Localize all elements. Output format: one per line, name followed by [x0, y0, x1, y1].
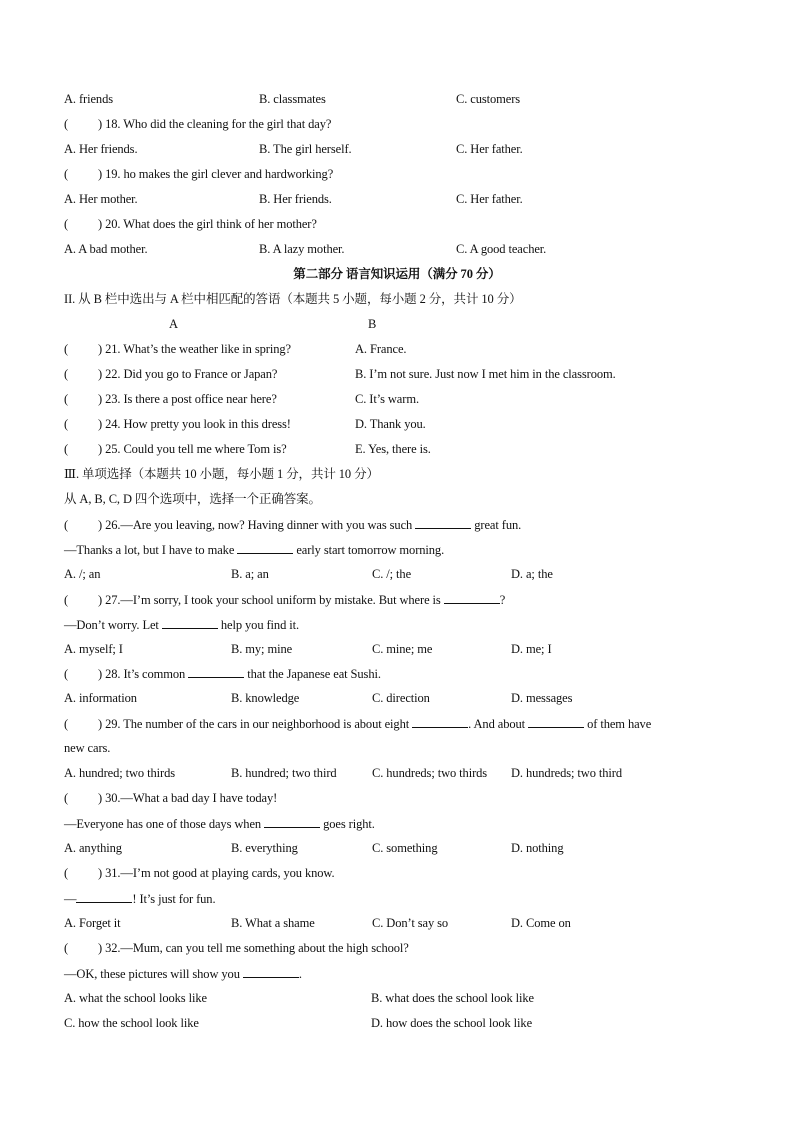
q30-option-a: A. anything	[64, 841, 122, 855]
q26-option-b: B. a; an	[231, 567, 269, 581]
match-option-b: B. I’m not sure. Just now I met him in the classroom.	[355, 367, 616, 381]
q29-line2: new cars.	[64, 741, 111, 755]
answer-blank[interactable]	[76, 890, 132, 903]
answer-blank[interactable]	[188, 665, 244, 678]
q27-stem: ( ) 27.—I’m sorry, I took your school uniform by mistake. But where is ?	[64, 593, 506, 607]
answer-blank[interactable]	[162, 616, 218, 629]
q20-option-b: B. A lazy mother.	[259, 242, 345, 256]
q27-line2: —Don’t worry. Let help you find it.	[64, 618, 300, 632]
q18-option-c: C. Her father.	[456, 142, 523, 156]
q26-option-d: D. a; the	[511, 567, 553, 581]
q18-stem: ( ) 18. Who did the cleaning for the girl that day?	[64, 117, 332, 131]
q32-line2: —OK, these pictures will show you .	[64, 967, 302, 981]
q27-option-b: B. my; mine	[231, 642, 293, 656]
q29-option-d: D. hundreds; two third	[511, 766, 622, 780]
q26-stem: ( ) 26.—Are you leaving, now? Having dinner with you was such great fun.	[64, 518, 522, 532]
q31-option-c: C. Don’t say so	[372, 916, 449, 930]
answer-blank[interactable]	[444, 591, 500, 604]
match-option-a: A. France.	[355, 342, 407, 356]
q26-line2: —Thanks a lot, but I have to make early start tomorrow morning.	[64, 543, 445, 557]
q17-option-c: C. customers	[456, 92, 521, 106]
q20-stem: ( ) 20. What does the girl think of her mother?	[64, 217, 317, 231]
q18-option-b: B. The girl herself.	[259, 142, 352, 156]
q32-stem: ( ) 32.—Mum, can you tell me something about the high school?	[64, 941, 409, 955]
q17-option-a: A. friends	[64, 92, 113, 106]
q18-option-a: A. Her friends.	[64, 142, 138, 156]
q19-stem: ( ) 19. ho makes the girl clever and hardworking?	[64, 167, 334, 181]
q29-option-c: C. hundreds; two thirds	[372, 766, 488, 780]
q27-option-c: C. mine; me	[372, 642, 433, 656]
q25-stem: ( ) 25. Could you tell me where Tom is?	[64, 442, 287, 456]
q28-option-c: C. direction	[372, 691, 430, 705]
q26-option-a: A. /; an	[64, 567, 101, 581]
column-a-label: A	[169, 317, 178, 331]
q31-option-d: D. Come on	[511, 916, 571, 930]
answer-blank[interactable]	[415, 516, 471, 529]
section2-heading: II. 从 B 栏中选出与 A 栏中相匹配的答语（本题共 5 小题，每小题 2 分，共计 10 分）	[64, 292, 522, 306]
column-b-label: B	[368, 317, 377, 331]
q24-stem: ( ) 24. How pretty you look in this dress!	[64, 417, 291, 431]
answer-blank[interactable]	[528, 715, 584, 728]
q30-option-d: D. nothing	[511, 841, 564, 855]
q30-line2: —Everyone has one of those days when goes right.	[64, 817, 375, 831]
q29-stem: ( ) 29. The number of the cars in our neighborhood is about eight . And about of them have	[64, 717, 652, 731]
answer-blank[interactable]	[264, 815, 320, 828]
q28-option-d: D. messages	[511, 691, 573, 705]
q31-stem: ( ) 31.—I’m not good at playing cards, you know.	[64, 866, 335, 880]
q22-stem: ( ) 22. Did you go to France or Japan?	[64, 367, 278, 381]
q26-option-c: C. /; the	[372, 567, 412, 581]
q28-stem: ( ) 28. It’s common that the Japanese eat Sushi.	[64, 667, 381, 681]
q30-option-b: B. everything	[231, 841, 298, 855]
answer-blank[interactable]	[243, 965, 299, 978]
match-option-c: C. It’s warm.	[355, 392, 419, 406]
q20-option-a: A. A bad mother.	[64, 242, 148, 256]
q32-option-a: A. what the school looks like	[64, 991, 207, 1005]
q32-option-d: D. how does the school look like	[371, 1016, 533, 1030]
q19-option-c: C. Her father.	[456, 192, 523, 206]
q30-option-c: C. something	[372, 841, 438, 855]
q20-option-c: C. A good teacher.	[456, 242, 547, 256]
q23-stem: ( ) 23. Is there a post office near here?	[64, 392, 277, 406]
q17-option-b: B. classmates	[259, 92, 326, 106]
q19-option-b: B. Her friends.	[259, 192, 332, 206]
q19-option-a: A. Her mother.	[64, 192, 138, 206]
q31-option-b: B. What a shame	[231, 916, 315, 930]
q27-option-d: D. me; I	[511, 642, 552, 656]
section3-instruction: 从 A, B, C, D 四个选项中，选择一个正确答案。	[64, 492, 321, 506]
match-option-e: E. Yes, there is.	[355, 442, 431, 456]
q31-option-a: A. Forget it	[64, 916, 121, 930]
answer-blank[interactable]	[237, 541, 293, 554]
answer-blank[interactable]	[412, 715, 468, 728]
q28-option-a: A. information	[64, 691, 137, 705]
q30-stem: ( ) 30.—What a bad day I have today!	[64, 791, 278, 805]
q31-line2: — ! It’s just for fun.	[64, 892, 216, 906]
q32-option-b: B. what does the school look like	[371, 991, 534, 1005]
q28-option-b: B. knowledge	[231, 691, 300, 705]
q27-option-a: A. myself; I	[64, 642, 123, 656]
q32-option-c: C. how the school look like	[64, 1016, 199, 1030]
q29-option-a: A. hundred; two thirds	[64, 766, 175, 780]
part2-title: 第二部分 语言知识运用（满分 70 分）	[293, 267, 501, 281]
q29-option-b: B. hundred; two third	[231, 766, 337, 780]
match-option-d: D. Thank you.	[355, 417, 426, 431]
q21-stem: ( ) 21. What’s the weather like in spring?	[64, 342, 291, 356]
section3-heading: Ⅲ. 单项选择（本题共 10 小题，每小题 1 分，共计 10 分）	[64, 467, 379, 481]
